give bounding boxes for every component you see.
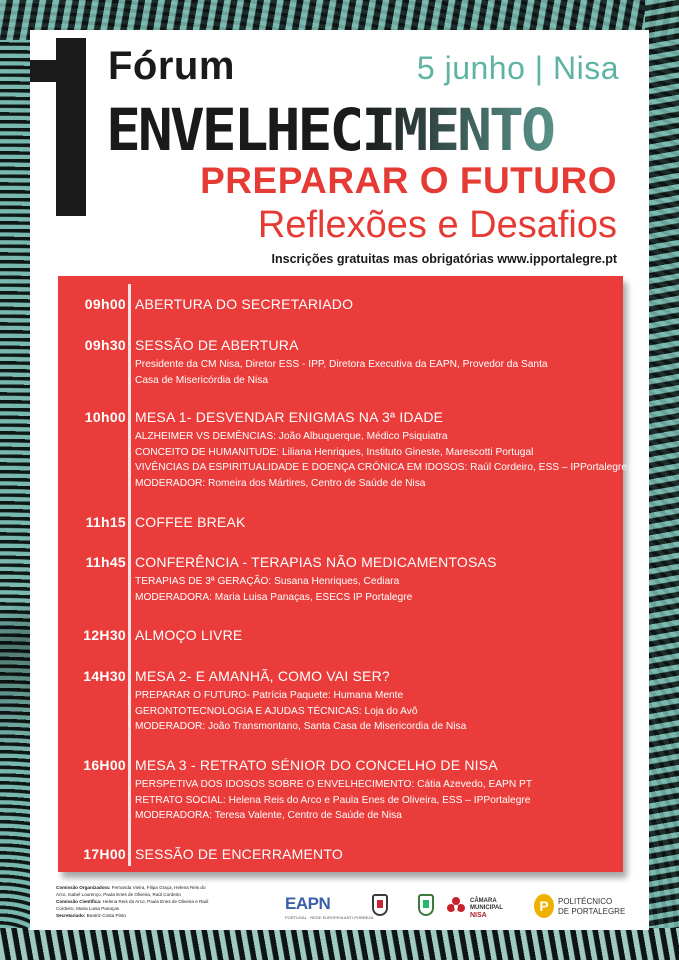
entry-line: PREPARAR O FUTURO- Patrícia Paquete: Humana Mente xyxy=(135,690,404,701)
entry-line: Presidente da CM Nisa, Diretor ESS - IPP, Diretora Executiva da EAPN, Provedor da Santa xyxy=(135,359,548,370)
secretariat-text: Beatriz Costa Pinto xyxy=(86,913,126,918)
event-date: 5 junho | Nisa xyxy=(416,50,619,86)
registration-note: Inscrições gratuitas mas obrigatórias www.ipportalegre.pt xyxy=(271,252,617,266)
scientific-text: Helena Reis do Arco, Paula Enes de Oliveira e Raúl Cordeiro, Maria Luisa Panaças xyxy=(56,899,209,911)
big-number-one xyxy=(30,38,86,216)
entry-line: PERSPETIVA DOS IDOSOS SOBRE O ENVELHECIMENTO: Cátia Azevedo, EAPN PT xyxy=(135,779,533,790)
entry-time: 16H00 xyxy=(83,757,126,773)
entry-line: MODERADORA: Maria Luisa Panaças, ESECS IP Portalegre xyxy=(135,591,413,603)
eapn-logo: EAPN PORTUGAL · REDE EUROPEIA ANTI-POBREZA xyxy=(285,894,374,920)
program-divider xyxy=(128,284,131,866)
camara-municipal-logo: CÂMARA MUNICIPAL NISA xyxy=(470,898,503,919)
background-pattern-bottom xyxy=(0,928,679,960)
entry-line: GERONTOTECNOLOGIA E AJUDAS TÉCNICAS: Loja do Avô xyxy=(135,705,418,717)
entry-time: 12H30 xyxy=(83,627,126,643)
entry-line: MODERADOR: João Transmontano, Santa Casa de Misericordia de Nisa xyxy=(135,721,467,732)
entry-time: 11h15 xyxy=(85,514,126,530)
entry-line: TERAPIAS DE 3ª GERAÇÃO: Susana Henriques, Cediara xyxy=(135,576,400,587)
entry-line: CONCEITO DE HUMANITUDE: Liliana Henriques, Instituto Gineste, Marescotti Portugal xyxy=(135,446,534,458)
entry-title: COFFEE BREAK xyxy=(135,514,246,530)
entry-time: 09h00 xyxy=(84,296,126,312)
scientific-label: Comissão Científica: xyxy=(56,899,102,904)
entry-title: ABERTURA DO SECRETARIADO xyxy=(135,296,354,312)
entry-line: VIVÊNCIAS DA ESPIRITUALIDADE E DOENÇA CRÓNICA EM IDOSOS: Raúl Cordeiro, ESS – IPPortalegre xyxy=(135,462,627,473)
organizing-text: Fernanda Vieira, Filipa Graça, Helena Reis do Arco, Isabel Lourenço, Paula Enes de Oliveira, Raúl Cordeiro xyxy=(56,885,206,897)
background-pattern-right xyxy=(645,0,679,960)
entry-line: RETRATO SOCIAL: Helena Reis do Arco e Paula Enes de Oliveira, ESS – IPPortalegre xyxy=(135,794,531,806)
politecnico-logo: POLITÉCNICO DE PORTALEGRE xyxy=(558,897,626,916)
forum-label: Fórum xyxy=(108,44,235,88)
entry-title: ALMOÇO LIVRE xyxy=(135,627,243,643)
entry-time: 10h00 xyxy=(84,409,126,425)
entry-title: SESSÃO DE ABERTURA xyxy=(135,337,299,353)
entry-title: SESSÃO DE ENCERRAMENTO xyxy=(135,846,343,862)
entry-line: MODERADOR: Romeira dos Mártires, Centro de Saúde de Nisa xyxy=(135,477,426,489)
organizing-label: Comissão Organizadora: xyxy=(56,885,111,890)
coat-of-arms-icon xyxy=(418,894,434,916)
entry-title: MESA 2- E AMANHÃ, COMO VAI SER? xyxy=(135,668,390,684)
entry-line: ALZHEIMER VS DEMÊNCIAS: João Albuquerque, Médico Psiquiatra xyxy=(135,431,448,442)
subtitle-secondary: Reflexões e Desafios xyxy=(257,204,617,246)
entry-line: Casa de Misericórdia de Nisa xyxy=(135,374,269,386)
entry-time: 17H00 xyxy=(83,846,126,862)
entry-title: MESA 1- DESVENDAR ENIGMAS NA 3ª IDADE xyxy=(135,409,444,425)
flower-logo-icon xyxy=(446,896,466,916)
sponsor-logos xyxy=(0,888,679,928)
crest-icon xyxy=(372,894,388,916)
entry-line: MODERADORA: Teresa Valente, Centro de Saúde de Nisa xyxy=(135,810,402,821)
program-box xyxy=(58,276,627,872)
page-title: ENVELHECIMENTO xyxy=(106,96,618,164)
entry-time: 09h30 xyxy=(84,337,126,353)
entry-time: 11h45 xyxy=(85,554,126,570)
entry-title: MESA 3 - RETRATO SÉNIOR DO CONCELHO DE NISA xyxy=(135,757,498,773)
entry-title: CONFERÊNCIA - TERAPIAS NÃO MEDICAMENTOSAS xyxy=(135,554,497,570)
secretariat-label: Secretariado: xyxy=(56,913,86,918)
entry-time: 14H30 xyxy=(83,668,126,684)
politecnico-badge-icon: P xyxy=(534,894,554,918)
subtitle-primary: PREPARAR O FUTURO xyxy=(200,160,617,201)
